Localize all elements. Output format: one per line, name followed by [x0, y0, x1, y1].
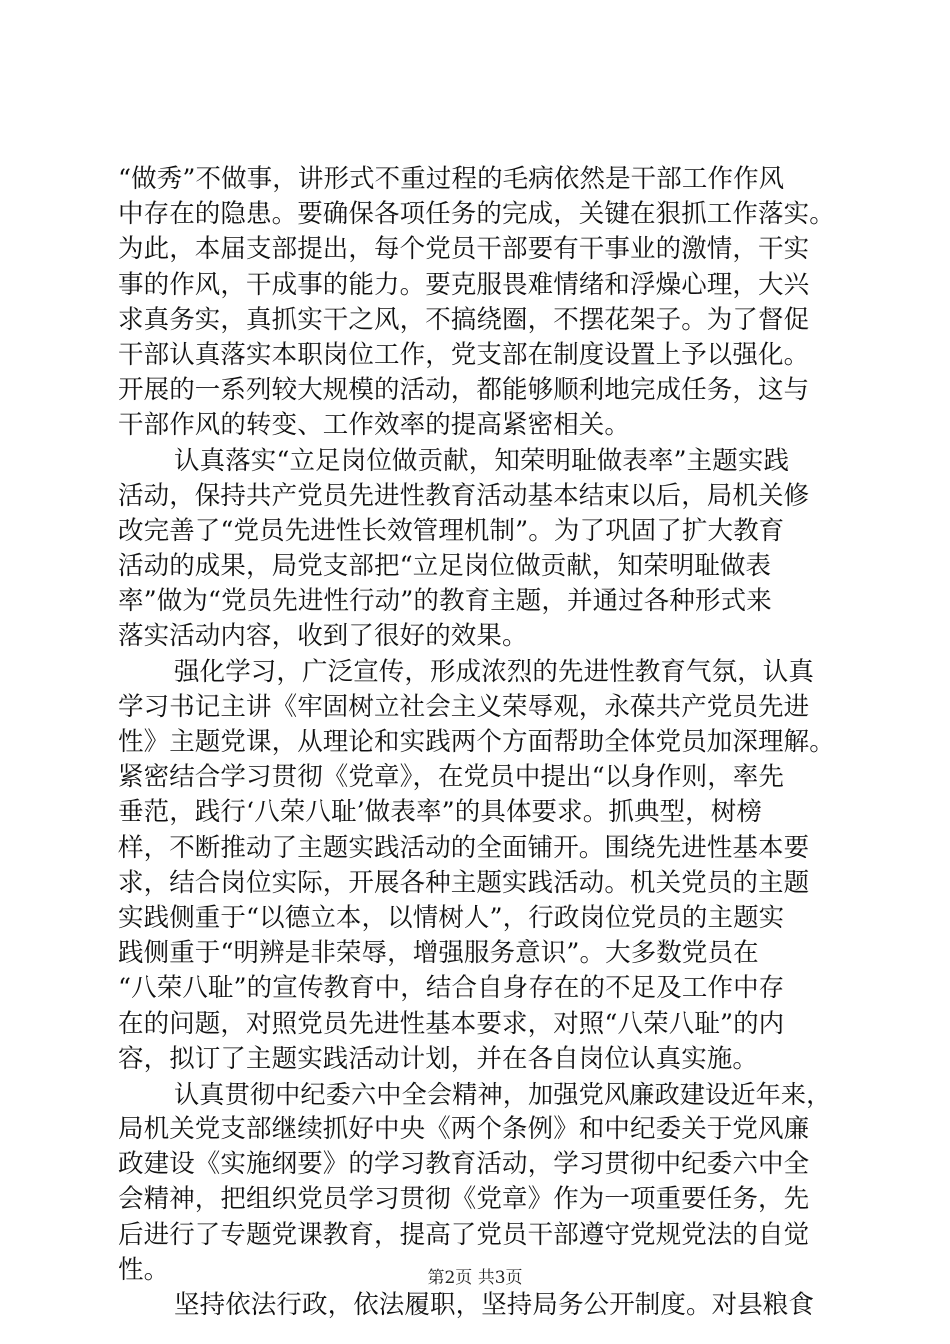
- text-line: 强化学习，广泛宣传，形成浓烈的先进性教育气氛，认真: [174, 656, 815, 687]
- text-line: 活动，保持共产党员先进性教育活动基本结束以后，局机关修: [118, 480, 810, 511]
- text-line: “做秀”不做事，讲形式不重过程的毛病依然是干部工作作风: [118, 164, 785, 194]
- text-line: 后进行了专题党课教育，提高了党员干部遵守党规党法的自觉: [118, 1219, 810, 1250]
- text-line: 容，拟订了主题实践活动计划，并在各自岗位认真实施。: [118, 1043, 759, 1074]
- text-line: 率”做为“党员先进性行动”的教育主题，并通过各种形式来: [118, 586, 772, 617]
- text-line: 学习书记主讲《牢固树立社会主义荣辱观，永葆共产党员先进: [118, 691, 810, 722]
- text-line: 开展的一系列较大规模的活动，都能够顺利地完成任务，这与: [118, 375, 810, 406]
- text-line: 局机关党支部继续抓好中央《两个条例》和中纪委关于党风廉: [118, 1114, 810, 1145]
- text-line: 在的问题，对照党员先进性基本要求，对照“八荣八耻”的内: [118, 1008, 785, 1039]
- text-line: “八荣八耻”的宣传教育中，结合自身存在的不足及工作中存: [118, 973, 785, 1004]
- text-line: 干部作风的转变、工作效率的提高紧密相关。: [118, 410, 631, 441]
- text-line: 性。: [118, 1254, 170, 1285]
- text-line: 求，结合岗位实际，开展各种主题实践活动。机关党员的主题: [118, 867, 810, 898]
- text-line: 干部认真落实本职岗位工作，党支部在制度设置上予以强化。: [118, 339, 810, 370]
- text-line: 践侧重于“明辨是非荣辱，增强服务意识”。大多数党员在: [118, 938, 759, 969]
- text-line: 性》主题党课，从理论和实践两个方面帮助全体党员加深理解。: [118, 727, 835, 757]
- text-line: 会精神，把组织党员学习贯彻《党章》作为一项重要任务，先: [118, 1184, 810, 1215]
- text-line: 改完善了“党员先进性长效管理机制”。为了巩固了扩大教育: [118, 515, 785, 546]
- text-line: 政建设《实施纲要》的学习教育活动，学习贯彻中纪委六中全: [118, 1149, 810, 1180]
- text-line: 事的作风，干成事的能力。要克服畏难情绪和浮燥心理，大兴: [118, 269, 810, 300]
- page-footer: 第2页 共3页: [427, 1268, 523, 1288]
- text-line: 认真落实“立足岗位做贡献，知荣明耻做表率”主题实践: [174, 445, 790, 476]
- text-line: 认真贯彻中纪委六中全会精神，加强党风廉政建设近年来，: [174, 1079, 832, 1109]
- text-line: 中存在的隐患。要确保各项任务的完成，关键在狠抓工作落实。: [118, 199, 835, 230]
- text-line: 实践侧重于“以德立本，以情树人”，行政岗位党员的主题实: [118, 902, 785, 933]
- text-line: 紧密结合学习贯彻《党章》，在党员中提出“以身作则，率先: [118, 762, 784, 793]
- body-text: [118, 162, 838, 1323]
- text-line: 样，不断推动了主题实践活动的全面铺开。围绕先进性基本要: [118, 832, 810, 863]
- text-line: 垂范，践行‘八荣八耻’做表率”的具体要求。抓典型，树榜: [118, 797, 762, 828]
- text-line: 坚持依法行政，依法履职，坚持局务公开制度。对县粮食: [174, 1290, 815, 1320]
- text-line: 求真务实，真抓实干之风，不搞绕圈，不摆花架子。为了督促: [118, 304, 810, 335]
- text-line: 落实活动内容，收到了很好的效果。: [118, 621, 528, 652]
- text-line: 活动的成果，局党支部把“立足岗位做贡献，知荣明耻做表: [118, 551, 772, 582]
- text-line: 为此，本届支部提出，每个党员干部要有干事业的激情，干实: [118, 234, 810, 265]
